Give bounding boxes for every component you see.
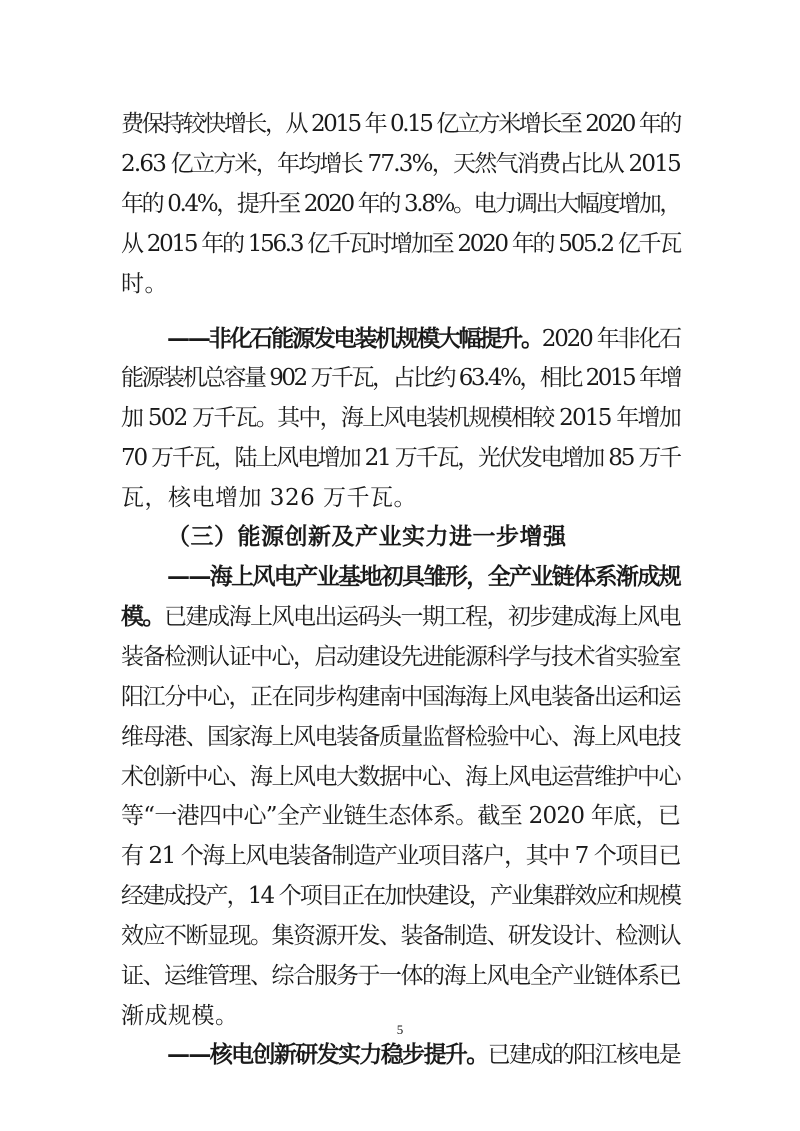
text-run: 瓦，核电增加 326 万千瓦。 <box>121 485 418 511</box>
text-line-content <box>167 1035 680 1075</box>
text-line <box>0 144 800 184</box>
text-line-content <box>121 717 680 757</box>
text-line <box>0 796 800 836</box>
text-line <box>0 916 800 956</box>
text-line <box>0 517 800 557</box>
text-line-content <box>121 916 680 956</box>
text-line-content <box>121 637 680 677</box>
text-run: 维母港、国家海上风电装备质量监督检验中心、海上风电技 <box>121 724 680 750</box>
text-line-content <box>121 264 168 304</box>
text-run: 能源装机总容量 902 万千瓦，占比约 63.4%，相比 2015 年增 <box>121 365 680 391</box>
page-number: 5 <box>396 1022 404 1037</box>
text-line <box>0 836 800 876</box>
bold-text-run: ——核电创新研发实力稳步提升。 <box>167 1041 488 1068</box>
text-run: 有 21 个海上风电装备制造产业项目落户，其中 7 个项目已 <box>121 843 680 869</box>
text-run: 70 万千瓦，陆上风电增加 21 万千瓦，光伏发电增加 85 万千 <box>121 445 680 471</box>
text-line-content <box>121 956 680 996</box>
bold-text-run: ——非化石能源发电装机规模大幅提升。 <box>167 325 542 352</box>
bold-text-run: 模。 <box>121 603 164 630</box>
text-run: 装备检测认证中心，启动建设先进能源科学与技术省实验室 <box>121 644 680 670</box>
text-line <box>0 757 800 797</box>
text-line-content <box>121 438 680 478</box>
bold-text-run: ——海上风电产业基地初具雏形，全产业链体系渐成规 <box>167 563 680 590</box>
text-line-content <box>121 677 680 717</box>
text-line <box>0 264 800 304</box>
text-line <box>0 358 800 398</box>
text-line-content <box>121 478 417 518</box>
text-line <box>0 557 800 597</box>
text-run: 阳江分中心，正在同步构建南中国海海上风电装备出运和运 <box>121 684 680 710</box>
text-run: 效应不断显现。集资源开发、装备制造、研发设计、检测认 <box>121 923 680 949</box>
text-line-content <box>121 398 680 438</box>
text-line <box>0 438 800 478</box>
text-run: 已建成的阳江核电是 <box>487 1042 680 1068</box>
text-line <box>0 478 800 518</box>
text-run: 费保持较快增长，从 2015 年 0.15 亿立方米增长至 2020 年的 <box>121 111 680 137</box>
bold-text-run: （三）能源创新及产业实力进一步增强 <box>167 523 567 550</box>
text-line <box>0 637 800 677</box>
text-run: 加 502 万千瓦。其中，海上风电装机规模相较 2015 年增加 <box>121 405 680 431</box>
text-line <box>0 717 800 757</box>
text-line <box>0 677 800 717</box>
text-run: 从 2015 年的 156.3 亿千瓦时增加至 2020 年的 505.2 亿千瓦 <box>121 231 680 257</box>
text-run: 术创新中心、海上风电大数据中心、海上风电运营维护中心 <box>121 764 680 790</box>
text-line-content <box>121 836 680 876</box>
text-line <box>0 104 800 144</box>
text-line-content <box>121 358 680 398</box>
text-line-content <box>167 319 680 359</box>
text-line-content <box>121 224 680 264</box>
text-line <box>0 398 800 438</box>
text-line-content <box>121 876 680 916</box>
text-line-content <box>167 557 680 597</box>
text-line-content <box>167 517 567 557</box>
text-line-content <box>121 144 680 184</box>
text-line-content <box>121 757 680 797</box>
text-run: 时。 <box>121 271 168 297</box>
text-line <box>0 597 800 637</box>
text-line <box>0 956 800 996</box>
text-line <box>0 224 800 264</box>
text-run: 2020 年非化石 <box>541 326 680 352</box>
text-run: 等“一港四中心”全产业链生态体系。截至 2020 年底，已 <box>121 803 681 829</box>
text-line <box>0 1035 800 1075</box>
text-line <box>0 319 800 359</box>
text-line-content <box>121 184 680 224</box>
text-line <box>0 184 800 224</box>
text-line-content <box>121 104 680 144</box>
text-line-content <box>121 796 680 836</box>
text-line <box>0 876 800 916</box>
text-run: 2.63 亿立方米，年均增长 77.3%，天然气消费占比从 2015 <box>121 151 680 177</box>
text-line-content <box>121 597 680 637</box>
text-run: 已建成海上风电出运码头一期工程，初步建成海上风电 <box>164 604 680 630</box>
text-run: 证、运维管理、综合服务于一体的海上风电全产业链体系已 <box>121 963 680 989</box>
text-run: 渐成规模。 <box>121 1003 239 1029</box>
text-run: 经建成投产，14 个项目正在加快建设，产业集群效应和规模 <box>121 883 680 909</box>
text-run: 年的 0.4%，提升至 2020 年的 3.8%。电力调出大幅度增加， <box>121 191 680 217</box>
